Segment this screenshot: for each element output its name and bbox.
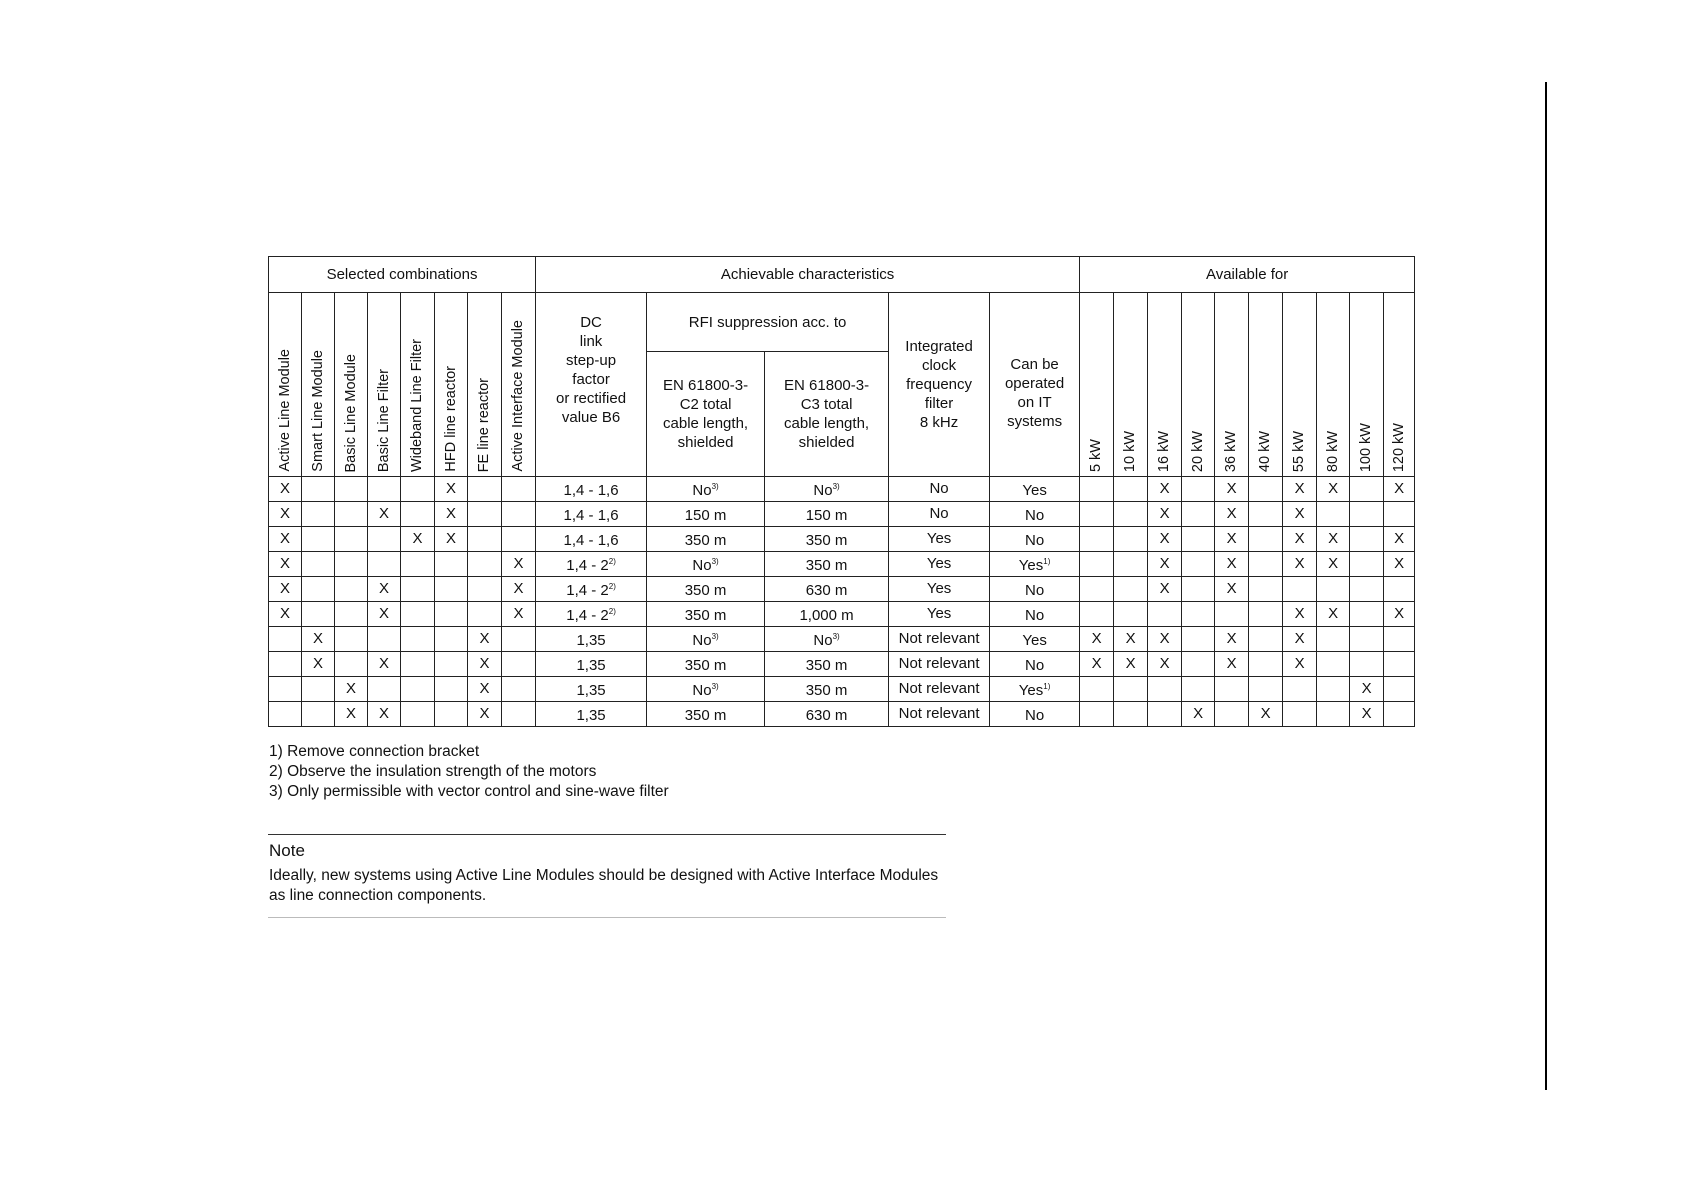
combination-mark-cell [335, 602, 368, 627]
c2-cable-length-cell: No$^{3)}$ [647, 677, 765, 702]
power-mark-cell: X [1317, 602, 1350, 627]
combination-mark-cell [468, 577, 502, 602]
col-header-fe-line-reactor: FE line reactor [468, 293, 502, 477]
combination-mark-cell [468, 527, 502, 552]
col-header-20kw: 20 kW [1182, 293, 1215, 477]
power-mark-cell: X [1215, 552, 1249, 577]
combination-mark-cell [435, 577, 468, 602]
power-mark-cell: X [1148, 627, 1182, 652]
clock-filter-cell: Yes [889, 577, 990, 602]
c2-cable-length-cell: 350 m [647, 602, 765, 627]
power-mark-cell [1350, 627, 1384, 652]
page-margin-rule [1545, 82, 1547, 1090]
combination-mark-cell [435, 702, 468, 727]
footnote-ref: 1) [1043, 682, 1051, 691]
power-mark-cell [1350, 577, 1384, 602]
combination-mark-cell [368, 527, 401, 552]
power-mark-cell [1080, 527, 1114, 552]
combination-mark-cell: X [269, 602, 302, 627]
combination-mark-cell [468, 502, 502, 527]
combination-mark-cell [401, 552, 435, 577]
power-mark-cell [1182, 627, 1215, 652]
footnote-ref: 3) [711, 482, 719, 491]
table-row [269, 477, 1415, 502]
combination-mark-cell: X [435, 477, 468, 502]
combination-mark-cell: X [368, 702, 401, 727]
combination-mark-cell [302, 602, 335, 627]
table-row [269, 502, 1415, 527]
c3-cable-length-cell: No$^{3)}$ [765, 627, 889, 652]
power-mark-cell: X [1384, 477, 1415, 502]
combination-mark-cell: X [502, 577, 536, 602]
it-systems-cell: No [990, 527, 1080, 552]
c3-cable-length-cell: 150 m [765, 502, 889, 527]
dc-link-cell: 1,4 - 1,6 [536, 477, 647, 502]
power-mark-cell: X [1384, 552, 1415, 577]
combination-mark-cell [502, 702, 536, 727]
power-mark-cell: X [1215, 577, 1249, 602]
power-mark-cell [1384, 577, 1415, 602]
combination-mark-cell [435, 627, 468, 652]
power-mark-cell: X [1249, 702, 1283, 727]
table-row [269, 702, 1415, 727]
clock-filter-cell: No [889, 502, 990, 527]
footnotes [269, 742, 669, 802]
table-body [269, 477, 1415, 727]
power-mark-cell [1317, 577, 1350, 602]
power-mark-cell [1080, 477, 1114, 502]
combination-mark-cell [401, 502, 435, 527]
combination-mark-cell [335, 477, 368, 502]
combination-mark-cell [401, 702, 435, 727]
col-header-40kw: 40 kW [1249, 293, 1283, 477]
power-mark-cell [1114, 677, 1148, 702]
power-mark-cell [1317, 627, 1350, 652]
table-row [269, 527, 1415, 552]
power-mark-cell [1182, 577, 1215, 602]
combination-mark-cell [335, 652, 368, 677]
power-mark-cell [1350, 552, 1384, 577]
table-row [269, 677, 1415, 702]
footnote-ref: 3) [832, 482, 840, 491]
power-mark-cell [1182, 677, 1215, 702]
footnote-ref: 3) [832, 632, 840, 641]
power-mark-cell [1114, 602, 1148, 627]
power-mark-cell [1080, 702, 1114, 727]
clock-filter-cell: Yes [889, 552, 990, 577]
col-header-smart-line-module: Smart Line Module [302, 293, 335, 477]
footnote-ref: 3) [711, 682, 719, 691]
power-mark-cell [1182, 652, 1215, 677]
c3-cable-length-cell: 350 m [765, 527, 889, 552]
c2-cable-length-cell: 350 m [647, 527, 765, 552]
combination-mark-cell [368, 477, 401, 502]
combination-mark-cell [401, 577, 435, 602]
clock-filter-cell: Not relevant [889, 702, 990, 727]
power-mark-cell [1080, 502, 1114, 527]
it-systems-cell: No [990, 577, 1080, 602]
dc-link-cell: 1,4 - 1,6 [536, 502, 647, 527]
power-mark-cell [1114, 527, 1148, 552]
power-mark-cell [1283, 677, 1317, 702]
combination-mark-cell [269, 627, 302, 652]
power-mark-cell [1350, 477, 1384, 502]
combination-mark-cell [302, 702, 335, 727]
combination-mark-cell: X [368, 577, 401, 602]
power-mark-cell: X [1350, 702, 1384, 727]
combination-mark-cell: X [502, 602, 536, 627]
col-header-en-c3: EN 61800-3- C3 total cable length, shielded [765, 352, 889, 477]
clock-filter-cell: Not relevant [889, 677, 990, 702]
power-mark-cell: X [1384, 602, 1415, 627]
combination-mark-cell [302, 502, 335, 527]
combination-mark-cell [502, 652, 536, 677]
footnote-ref: 2) [608, 557, 616, 566]
combination-mark-cell: X [468, 627, 502, 652]
col-header-16kw: 16 kW [1148, 293, 1182, 477]
c2-cable-length-cell: No$^{3)}$ [647, 552, 765, 577]
table-row [269, 577, 1415, 602]
it-systems-cell: Yes$^{1)}$ [990, 677, 1080, 702]
c2-cable-length-cell: No$^{3)}$ [647, 627, 765, 652]
col-header-hfd-line-reactor: HFD line reactor [435, 293, 468, 477]
it-systems-cell: No [990, 702, 1080, 727]
combination-mark-cell: X [269, 502, 302, 527]
col-header-it-systems: Can be operated on IT systems [990, 293, 1080, 477]
combinations-table-container [268, 256, 1409, 727]
power-mark-cell [1317, 677, 1350, 702]
combination-mark-cell [368, 627, 401, 652]
dc-link-cell: 1,35 [536, 677, 647, 702]
combination-mark-cell [335, 552, 368, 577]
dc-link-cell: 1,4 - 2$^{2)}$ [536, 552, 647, 577]
clock-filter-cell: Yes [889, 527, 990, 552]
combination-mark-cell [368, 552, 401, 577]
combination-mark-cell [335, 627, 368, 652]
combination-mark-cell: X [269, 527, 302, 552]
power-mark-cell: X [1283, 477, 1317, 502]
power-mark-cell: X [1148, 652, 1182, 677]
combination-mark-cell [269, 702, 302, 727]
footnote-2: 2) Observe the insulation strength of the motors [269, 763, 597, 780]
combination-mark-cell: X [368, 652, 401, 677]
col-header-active-interface-module: Active Interface Module [502, 293, 536, 477]
clock-filter-cell: Not relevant [889, 652, 990, 677]
c3-cable-length-cell: 630 m [765, 577, 889, 602]
it-systems-cell: No [990, 602, 1080, 627]
power-mark-cell [1114, 577, 1148, 602]
power-mark-cell [1114, 477, 1148, 502]
group-header-achievable: Achievable characteristics [536, 257, 1080, 293]
col-header-basic-line-module: Basic Line Module [335, 293, 368, 477]
dc-link-cell: 1,4 - 1,6 [536, 527, 647, 552]
combination-mark-cell: X [502, 552, 536, 577]
power-mark-cell [1249, 677, 1283, 702]
table-row [269, 627, 1415, 652]
power-mark-cell [1080, 602, 1114, 627]
power-mark-cell: X [1215, 477, 1249, 502]
power-mark-cell [1080, 677, 1114, 702]
it-systems-cell: Yes [990, 477, 1080, 502]
power-mark-cell [1249, 527, 1283, 552]
dc-link-cell: 1,35 [536, 652, 647, 677]
power-mark-cell: X [1080, 627, 1114, 652]
power-mark-cell: X [1148, 502, 1182, 527]
combination-mark-cell [468, 602, 502, 627]
combination-mark-cell: X [435, 527, 468, 552]
dc-link-cell: 1,35 [536, 627, 647, 652]
c3-cable-length-cell: 350 m [765, 552, 889, 577]
power-mark-cell [1317, 702, 1350, 727]
col-header-basic-line-filter: Basic Line Filter [368, 293, 401, 477]
clock-filter-cell: Yes [889, 602, 990, 627]
combination-mark-cell: X [269, 477, 302, 502]
power-mark-cell [1350, 602, 1384, 627]
footnote-3: 3) Only permissible with vector control and sine-wave filter [269, 783, 669, 800]
power-mark-cell [1114, 702, 1148, 727]
col-header-80kw: 80 kW [1317, 293, 1350, 477]
combination-mark-cell: X [368, 502, 401, 527]
col-header-en-c2: EN 61800-3- C2 total cable length, shielded [647, 352, 765, 477]
power-mark-cell: X [1148, 552, 1182, 577]
combination-mark-cell: X [435, 502, 468, 527]
col-header-100kw: 100 kW [1350, 293, 1384, 477]
combination-mark-cell: X [335, 677, 368, 702]
combination-mark-cell [468, 552, 502, 577]
power-mark-cell [1384, 652, 1415, 677]
power-mark-cell: X [1114, 652, 1148, 677]
combination-mark-cell [502, 527, 536, 552]
power-mark-cell [1249, 652, 1283, 677]
power-mark-cell [1182, 602, 1215, 627]
power-mark-cell: X [1317, 552, 1350, 577]
power-mark-cell [1249, 577, 1283, 602]
col-header-clock-filter: Integrated clock frequency filter 8 kHz [889, 293, 990, 477]
combination-mark-cell [502, 477, 536, 502]
power-mark-cell [1283, 577, 1317, 602]
clock-filter-cell: Not relevant [889, 627, 990, 652]
power-mark-cell [1114, 552, 1148, 577]
combination-mark-cell [269, 652, 302, 677]
combination-mark-cell: X [368, 602, 401, 627]
power-mark-cell: X [1317, 527, 1350, 552]
col-header-55kw: 55 kW [1283, 293, 1317, 477]
combination-mark-cell: X [468, 702, 502, 727]
col-header-120kw: 120 kW [1384, 293, 1415, 477]
power-mark-cell: X [1350, 677, 1384, 702]
combination-mark-cell [401, 677, 435, 702]
dc-link-cell: 1,4 - 2$^{2)}$ [536, 602, 647, 627]
combination-mark-cell [335, 502, 368, 527]
combination-mark-cell [502, 627, 536, 652]
power-mark-cell [1182, 477, 1215, 502]
col-header-10kw: 10 kW [1114, 293, 1148, 477]
combination-mark-cell [401, 627, 435, 652]
combination-mark-cell [368, 677, 401, 702]
c3-cable-length-cell: 1,000 m [765, 602, 889, 627]
power-mark-cell [1350, 527, 1384, 552]
combination-mark-cell [435, 552, 468, 577]
power-mark-cell [1114, 502, 1148, 527]
power-mark-cell [1182, 552, 1215, 577]
power-mark-cell [1215, 602, 1249, 627]
power-mark-cell [1215, 677, 1249, 702]
combination-mark-cell [269, 677, 302, 702]
power-mark-cell [1317, 502, 1350, 527]
power-mark-cell [1384, 627, 1415, 652]
power-mark-cell: X [1080, 652, 1114, 677]
combination-mark-cell [302, 477, 335, 502]
c3-cable-length-cell: 630 m [765, 702, 889, 727]
power-mark-cell [1249, 627, 1283, 652]
power-mark-cell: X [1215, 652, 1249, 677]
power-mark-cell [1182, 527, 1215, 552]
power-mark-cell [1148, 677, 1182, 702]
power-mark-cell [1080, 577, 1114, 602]
power-mark-cell: X [1283, 652, 1317, 677]
combination-mark-cell [435, 652, 468, 677]
combination-mark-cell [335, 577, 368, 602]
combination-mark-cell [302, 552, 335, 577]
table-row [269, 552, 1415, 577]
combination-mark-cell [401, 652, 435, 677]
power-mark-cell: X [1148, 527, 1182, 552]
c3-cable-length-cell: 350 m [765, 677, 889, 702]
power-mark-cell [1384, 502, 1415, 527]
footnote-ref: 3) [711, 557, 719, 566]
power-mark-cell: X [1215, 502, 1249, 527]
power-mark-cell [1384, 702, 1415, 727]
power-mark-cell [1080, 552, 1114, 577]
combination-mark-cell [401, 602, 435, 627]
combination-mark-cell: X [468, 677, 502, 702]
c2-cable-length-cell: 150 m [647, 502, 765, 527]
power-mark-cell [1215, 702, 1249, 727]
combination-mark-cell: X [468, 652, 502, 677]
combination-mark-cell [468, 477, 502, 502]
power-mark-cell: X [1148, 577, 1182, 602]
power-mark-cell: X [1148, 477, 1182, 502]
c2-cable-length-cell: 350 m [647, 577, 765, 602]
note-title: Note [269, 841, 305, 860]
power-mark-cell: X [1283, 527, 1317, 552]
c2-cable-length-cell: No$^{3)}$ [647, 477, 765, 502]
power-mark-cell: X [1384, 527, 1415, 552]
power-mark-cell [1182, 502, 1215, 527]
combination-mark-cell: X [302, 627, 335, 652]
footnote-1: 1) Remove connection bracket [269, 743, 480, 760]
power-mark-cell: X [1182, 702, 1215, 727]
table-row [269, 652, 1415, 677]
dc-link-cell: 1,35 [536, 702, 647, 727]
power-mark-cell [1384, 677, 1415, 702]
it-systems-cell: No [990, 652, 1080, 677]
power-mark-cell [1148, 602, 1182, 627]
c2-cable-length-cell: 350 m [647, 652, 765, 677]
combination-mark-cell [302, 577, 335, 602]
combination-mark-cell [502, 502, 536, 527]
it-systems-cell: No [990, 502, 1080, 527]
combination-mark-cell [302, 527, 335, 552]
power-mark-cell [1249, 477, 1283, 502]
group-header-selected: Selected combinations [269, 257, 536, 293]
col-header-5kw: 5 kW [1080, 293, 1114, 477]
col-header-rfi-suppression: RFI suppression acc. to [647, 293, 889, 352]
col-header-active-line-module: Active Line Module [269, 293, 302, 477]
power-mark-cell: X [1283, 627, 1317, 652]
combination-mark-cell: X [269, 577, 302, 602]
power-mark-cell: X [1215, 527, 1249, 552]
combinations-table [268, 256, 1415, 727]
power-mark-cell [1283, 702, 1317, 727]
col-header-dc-link: DC link step-up factor or rectified value B6 [536, 293, 647, 477]
combination-mark-cell: X [401, 527, 435, 552]
combination-mark-cell: X [269, 552, 302, 577]
c2-cable-length-cell: 350 m [647, 702, 765, 727]
combination-mark-cell [401, 477, 435, 502]
clock-filter-cell: No [889, 477, 990, 502]
power-mark-cell [1350, 502, 1384, 527]
combination-mark-cell [435, 677, 468, 702]
power-mark-cell: X [1283, 552, 1317, 577]
col-header-36kw: 36 kW [1215, 293, 1249, 477]
combination-mark-cell: X [335, 702, 368, 727]
footnote-ref: 2) [608, 582, 616, 591]
combination-mark-cell [435, 602, 468, 627]
power-mark-cell: X [1283, 602, 1317, 627]
note-bottom-divider [268, 917, 946, 918]
c3-cable-length-cell: No$^{3)}$ [765, 477, 889, 502]
power-mark-cell [1350, 652, 1384, 677]
col-header-wideband-line-filter: Wideband Line Filter [401, 293, 435, 477]
combination-mark-cell [502, 677, 536, 702]
it-systems-cell: Yes [990, 627, 1080, 652]
dc-link-cell: 1,4 - 2$^{2)}$ [536, 577, 647, 602]
combination-mark-cell [302, 677, 335, 702]
footnote-ref: 2) [608, 607, 616, 616]
power-mark-cell [1249, 602, 1283, 627]
footnote-ref: 1) [1043, 557, 1051, 566]
power-mark-cell: X [1215, 627, 1249, 652]
group-header-available: Available for [1080, 257, 1415, 293]
combination-mark-cell [335, 527, 368, 552]
power-mark-cell: X [1283, 502, 1317, 527]
note-body: Ideally, new systems using Active Line Modules should be designed with Active Interface Modules as line connection components. [269, 867, 939, 904]
power-mark-cell [1249, 552, 1283, 577]
power-mark-cell [1249, 502, 1283, 527]
power-mark-cell [1317, 652, 1350, 677]
combination-mark-cell: X [302, 652, 335, 677]
it-systems-cell: Yes$^{1)}$ [990, 552, 1080, 577]
footnote-ref: 3) [711, 632, 719, 641]
note-divider [268, 834, 946, 835]
power-mark-cell: X [1114, 627, 1148, 652]
table-row [269, 602, 1415, 627]
c3-cable-length-cell: 350 m [765, 652, 889, 677]
power-mark-cell: X [1317, 477, 1350, 502]
power-mark-cell [1148, 702, 1182, 727]
